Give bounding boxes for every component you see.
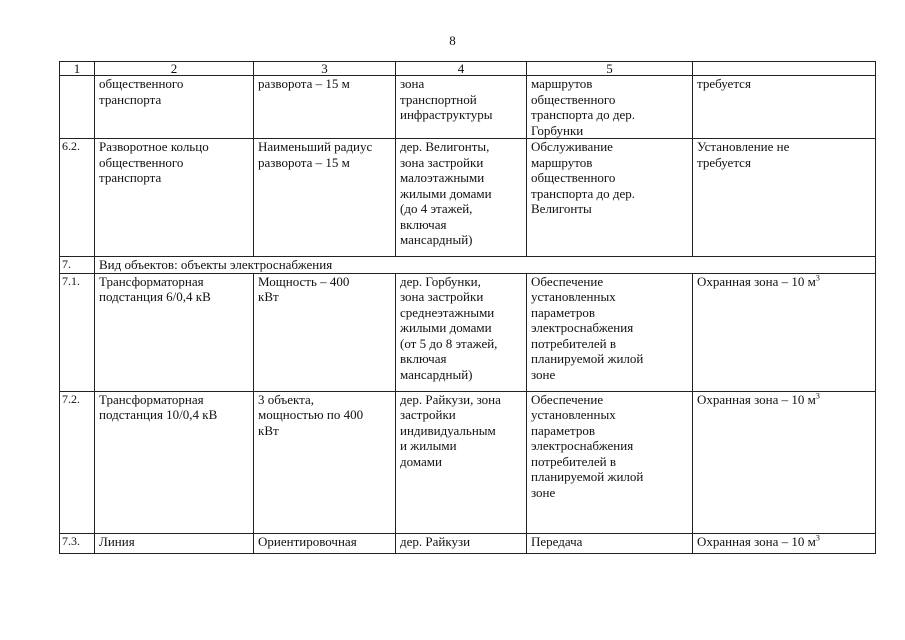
table-cell — [254, 391, 396, 533]
row-number: 6.2. — [60, 139, 95, 257]
cell-text: планируемой жилой — [531, 351, 644, 366]
header-cell: 2 — [95, 62, 254, 76]
cell-text: подстанция 10/0,4 кВ — [99, 407, 218, 422]
cell-text: мощностью по 400 — [258, 407, 364, 422]
cell-text: зона — [400, 76, 425, 91]
cell-text: Обеспечение — [531, 273, 604, 289]
cell-text: маршрутов — [531, 154, 593, 170]
cell-text: транспорта до дер. — [531, 107, 635, 122]
table-cell — [527, 273, 693, 391]
cell-text: электроснабжения — [531, 438, 634, 453]
table-row — [60, 273, 876, 391]
document-table — [59, 61, 876, 554]
table-cell — [693, 533, 876, 553]
cell-text: параметров — [531, 304, 595, 320]
table-cell — [527, 76, 693, 139]
cell-text: 3 объекта, — [258, 391, 315, 407]
cell-text: дер. Велигонты, — [400, 139, 490, 154]
table-cell — [396, 273, 527, 391]
table-row — [60, 533, 876, 553]
cell-text: мансардный) — [400, 232, 473, 247]
cell-text: Наименьший радиус — [258, 139, 373, 154]
cell-text: Трансформаторная — [99, 391, 204, 407]
cell-text: Велигонты — [531, 201, 592, 216]
table-cell — [396, 391, 527, 533]
cell-text: дер. Горбунки, — [400, 273, 481, 289]
cell-text: мансардный) — [400, 366, 473, 382]
cell-text: включая — [400, 351, 447, 366]
row-number: 7.3. — [60, 533, 95, 553]
cell-text: инфраструктуры — [400, 107, 493, 122]
header-cell: 3 — [254, 62, 396, 76]
unit-superscript: 3 — [815, 533, 820, 543]
table-cell — [693, 139, 876, 257]
row-number — [60, 76, 95, 139]
cell-text: Охранная зона – 10 $м^3$ — [697, 273, 820, 289]
cell-text: (от 5 до 8 этажей, — [400, 335, 498, 351]
header-row — [60, 62, 876, 76]
cell-text: требуется — [697, 76, 751, 91]
section-title: Вид объектов: объекты электроснабжения — [95, 257, 876, 274]
table-cell — [95, 273, 254, 391]
table-row — [60, 76, 876, 139]
row-number: 7. — [60, 257, 95, 274]
page-number: 8 — [449, 33, 456, 48]
cell-text: разворота – 15 м — [258, 76, 350, 91]
cell-text: включая — [400, 216, 447, 232]
header-cell: 5 — [527, 62, 693, 76]
cell-text: общественного — [99, 154, 184, 170]
cell-text: транспорта — [99, 91, 162, 107]
cell-text: Мощность – 400 — [258, 273, 350, 289]
cell-text: разворота – 15 м — [258, 154, 350, 170]
cell-text: застройки — [400, 407, 456, 422]
cell-text: жилыми домами — [400, 320, 492, 335]
cell-text: жилыми домами — [400, 185, 492, 201]
cell-text: установленных — [531, 289, 616, 304]
cell-text: среднеэтажными — [400, 304, 495, 320]
table-cell — [396, 139, 527, 257]
table-cell — [95, 76, 254, 139]
table-row — [60, 391, 876, 533]
cell-text: транспортной — [400, 91, 477, 107]
cell-text: кВт — [258, 289, 279, 304]
cell-text: кВт — [258, 422, 279, 438]
table-cell — [396, 533, 527, 553]
cell-text: зоне — [531, 366, 556, 382]
cell-text: домами — [400, 453, 442, 469]
table-cell — [254, 273, 396, 391]
cell-text: параметров — [531, 422, 595, 438]
cell-text: транспорта до дер. — [531, 185, 635, 201]
cell-text: общественного — [99, 76, 184, 91]
table-cell — [527, 139, 693, 257]
section-row — [60, 257, 876, 274]
cell-text: транспорта — [99, 170, 162, 185]
cell-text: индивидуальным — [400, 422, 496, 438]
cell-text: Ориентировочная — [258, 533, 357, 549]
table-row — [60, 139, 876, 257]
cell-text: общественного — [531, 170, 616, 185]
cell-text: Разворотное кольцо — [99, 139, 209, 154]
header-cell: 1 — [60, 62, 95, 76]
cell-text: Обеспечение — [531, 391, 604, 407]
unit-superscript: 3 — [815, 391, 820, 401]
row-number: 7.2. — [60, 391, 95, 533]
table-cell — [693, 273, 876, 391]
cell-text: малоэтажными — [400, 170, 485, 185]
table-cell — [254, 76, 396, 139]
cell-text: зоне — [531, 484, 556, 500]
cell-text: общественного — [531, 91, 616, 107]
cell-text: подстанция 6/0,4 кВ — [99, 289, 211, 304]
cell-text: Обслуживание — [531, 139, 613, 154]
cell-text: потребителей в — [531, 453, 617, 469]
cell-text: (до 4 этажей, — [400, 201, 473, 216]
cell-text: дер. Райкузи, зона — [400, 391, 501, 407]
cell-text: зона застройки — [400, 154, 484, 170]
table-cell — [693, 76, 876, 139]
row-number: 7.1. — [60, 273, 95, 391]
cell-text: Трансформаторная — [99, 273, 204, 289]
table-cell — [527, 533, 693, 553]
table-cell — [95, 391, 254, 533]
cell-text: и жилыми — [400, 438, 457, 453]
cell-text: планируемой жилой — [531, 469, 644, 484]
table-cell — [95, 139, 254, 257]
cell-text: потребителей в — [531, 335, 617, 351]
table-cell — [254, 139, 396, 257]
unit-superscript: 3 — [815, 273, 820, 283]
cell-text: маршрутов — [531, 76, 593, 91]
cell-text: Горбунки — [531, 122, 584, 138]
cell-text: дер. Райкузи — [400, 533, 471, 549]
header-cell: 4 — [396, 62, 527, 76]
cell-text: Охранная зона – 10 $м^3$ — [697, 391, 820, 407]
header-cell — [693, 62, 876, 76]
table-header — [60, 62, 876, 76]
table-body — [60, 76, 876, 554]
cell-text: Передача — [531, 533, 583, 549]
table-cell — [693, 391, 876, 533]
cell-text: Установление не — [697, 139, 790, 154]
cell-text: зона застройки — [400, 289, 484, 304]
table-cell — [396, 76, 527, 139]
table-cell — [95, 533, 254, 553]
cell-text: Охранная зона – 10 $м^3$ — [697, 533, 820, 549]
table-cell — [254, 533, 396, 553]
table-cell — [527, 391, 693, 533]
cell-text: электроснабжения — [531, 320, 634, 335]
cell-text: установленных — [531, 407, 616, 422]
cell-text: Линия — [99, 533, 135, 549]
cell-text: требуется — [697, 154, 751, 170]
